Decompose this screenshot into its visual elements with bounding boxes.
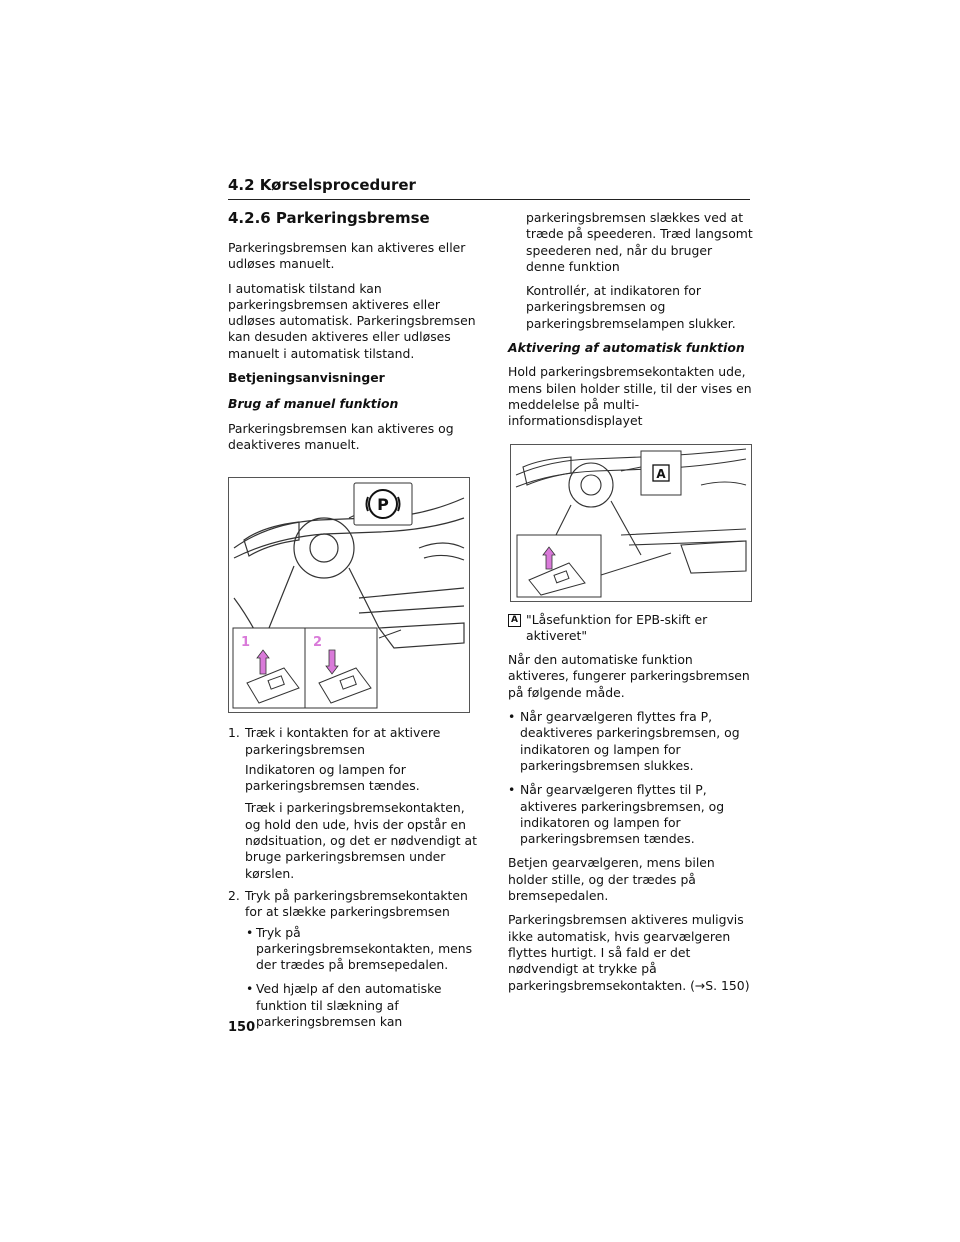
- auto-function-heading: Aktivering af automatisk funktion: [508, 340, 745, 356]
- step-2-number: 2.: [228, 887, 240, 903]
- page-number: 150: [228, 1020, 256, 1035]
- header-divider: [228, 199, 750, 200]
- step-1: [228, 725, 478, 758]
- chapter-title: 4.2 Kørselsprocedurer: [228, 176, 416, 194]
- bullet-icon: •: [246, 924, 254, 940]
- check-text: Kontrollér, at indikatoren for parkeringsbremsen og parkeringsbremselampen slukker.: [526, 283, 736, 331]
- step-1-text: Træk i kontakten for at aktivere parkeringsbremsen: [245, 725, 441, 757]
- manual-function-heading: Brug af manuel funktion: [228, 396, 399, 412]
- dashboard-illustration-2: [511, 445, 751, 601]
- step-2-bullet-2-text: Ved hjælp af den automatiske funktion til slækning af parkeringsbremsen kan: [256, 981, 442, 1030]
- left-column: [228, 208, 478, 1038]
- p-symbol: P: [377, 495, 389, 515]
- auto-bullet-1-text: Når gearvælgeren flyttes fra P, deaktiveres parkeringsbremsen, og indikatoren og lampen for parkeringsbremsen slukkes.: [520, 709, 740, 773]
- quick-shift-note: Parkeringsbremsen aktiveres muligvis ikke automatisk, hvis gearvælgeren flyttes hurtigt. I så fald er det nødvendigt at trykke på parkeringsbremsekontakten. (→S. 150): [508, 912, 750, 993]
- intro-paragraph-1: Parkeringsbremsen kan aktiveres eller udløses manuelt.: [228, 240, 466, 272]
- step-2-bullet-2: [228, 981, 478, 1030]
- auto-function-text: Hold parkeringsbremsekontakten ude, mens bilen holder stille, til der vises en meddelelse på multi-informationsdisplayet: [508, 364, 752, 429]
- operate-note: Betjen gearvælgeren, mens bilen holder stille, og der trædes på bremsepedalen.: [508, 855, 715, 904]
- callout-a-caption: [508, 612, 754, 645]
- step-2: [228, 888, 478, 921]
- step-2-text: Tryk på parkeringsbremsekontakten for at slække parkeringsbremsen: [245, 887, 468, 920]
- step-label-1: 1: [241, 635, 251, 651]
- auto-function-figure: [510, 444, 752, 602]
- parking-brake-figure: [228, 477, 470, 713]
- manual-function-text: Parkeringsbremsen kan aktiveres og deaktiveres manuelt.: [228, 420, 454, 452]
- running-header: [228, 176, 750, 200]
- switch-inset-box-2: [517, 535, 601, 597]
- dashboard-illustration: [229, 478, 469, 712]
- bullet-icon: •: [508, 782, 516, 798]
- auto-bullet-1: [508, 709, 754, 774]
- instructions-heading: Betjeningsanvisninger: [228, 370, 385, 386]
- section-title: 4.2.6 Parkeringsbremse: [228, 209, 430, 227]
- continued-text: parkeringsbremsen slækkes ved at træde på speederen. Træd langsomt speederen ned, når du bruger denne funktion: [526, 210, 753, 274]
- intro-paragraph-2: I automatisk tilstand kan parkeringsbremsen aktiveres eller udløses automatisk. Parkeringsbremsen kan desuden aktiveres eller udløses manuelt i automatisk tilstand.: [228, 280, 476, 361]
- auto-bullet-2: [508, 782, 754, 847]
- step-1-note-1: Indikatoren og lampen for parkeringsbremsen tændes.: [245, 761, 420, 794]
- step-label-2: 2: [313, 635, 323, 651]
- step-2-bullet-1-text: Tryk på parkeringsbremsekontakten, mens der trædes på bremsepedalen.: [256, 924, 473, 973]
- auto-bullet-2-text: Når gearvælgeren flyttes til P, aktiveres parkeringsbremsen, og indikatoren og lampen for parkeringsbremsen tændes.: [520, 782, 725, 847]
- callout-a-label: A: [656, 466, 666, 481]
- step-2-bullet-1: [228, 925, 478, 974]
- right-column: [508, 210, 754, 1002]
- step-1-number: 1.: [228, 725, 240, 741]
- callout-a-caption-text: "Låsefunktion for EPB-skift er aktiveret": [526, 611, 708, 643]
- callout-a-marker: A: [508, 614, 521, 627]
- bullet-icon: •: [508, 709, 516, 725]
- auto-intro: Når den automatiske funktion aktiveres, fungerer parkeringsbremsen på følgende måde.: [508, 652, 750, 700]
- step-1-note-2: Træk i parkeringsbremsekontakten, og hold den ude, hvis der opstår en nødsituation, og det er nødvendigt at bruge parkeringsbremsen under kørslen.: [245, 800, 477, 881]
- bullet-icon: •: [246, 981, 254, 997]
